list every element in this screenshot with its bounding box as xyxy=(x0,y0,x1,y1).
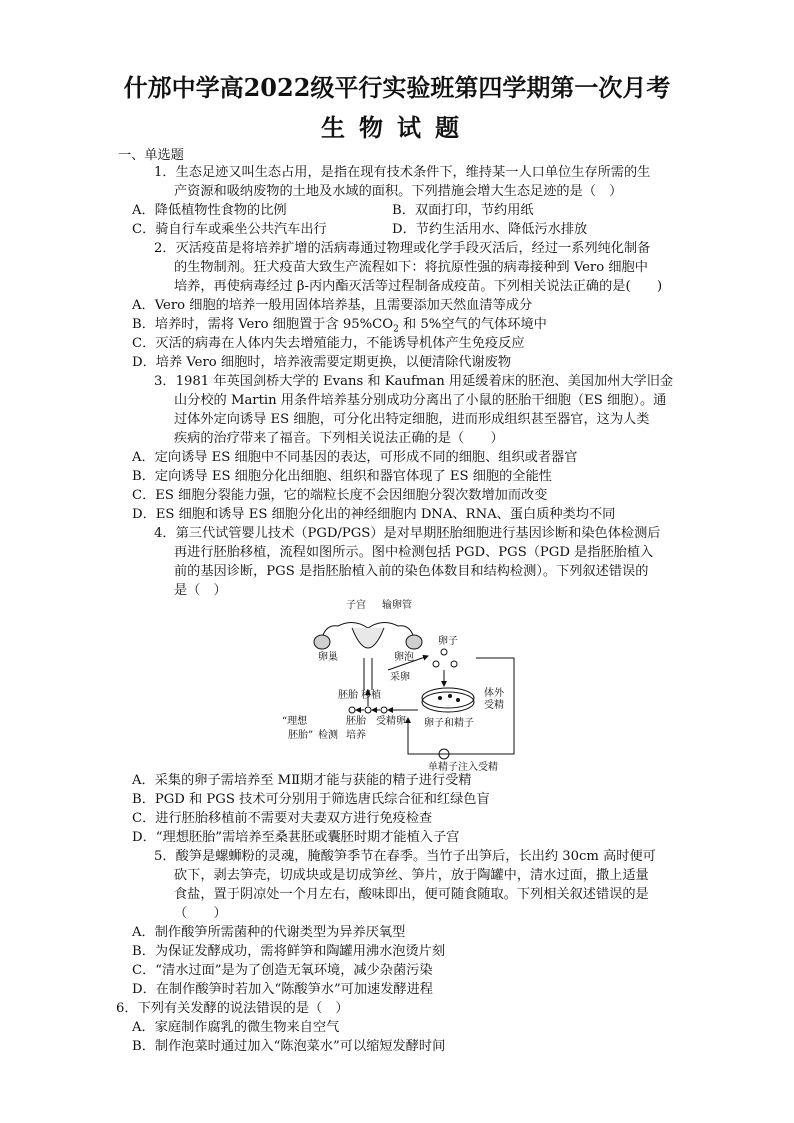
q6-stem-1: 6．下列有关发酵的说法错误的是（ ） xyxy=(116,1001,349,1016)
q2-option-a: A．Vero 细胞的培养一般用固体培养基，且需要添加天然血清等成分 xyxy=(132,298,533,313)
label-detect: 检测 xyxy=(318,730,338,741)
q1-option-b: B．双面打印，节约用纸 xyxy=(392,203,534,218)
label-ivf-2: 受精 xyxy=(484,700,504,711)
q4-option-b: B．PGD 和 PGS 技术可分别用于筛选唐氏综合征和红绿色盲 xyxy=(132,792,490,807)
q5-option-b: B．为保证发酵成功，需将鲜笋和陶罐用沸水泡烫片刻 xyxy=(132,944,446,959)
q5-stem-2: 砍下，剥去笋壳，切成块或是切成笋丝、笋片，放于陶罐中，清水过面，撒上适量 xyxy=(174,868,649,883)
q2-option-b-pre: B．培养时，需将 Vero 细胞置于含 95%CO xyxy=(132,317,394,332)
label-ivf-1: 体外 xyxy=(484,688,504,699)
label-transfer: 胚胎 移植 xyxy=(338,690,382,701)
label-follicle: 卵泡 xyxy=(394,652,414,663)
q5-option-a: A．制作酸笋所需菌种的代谢类型为异养厌氧型 xyxy=(132,925,406,940)
q2-stem-3: 培养，再使病毒经过 β-丙内酯灭活等过程制备成疫苗。下列相关说法正确的是( ) xyxy=(174,279,663,294)
q1-option-c: C．骑自行车或乘坐公共汽车出行 xyxy=(132,222,327,237)
label-culture-2: 培养 xyxy=(346,730,366,741)
egg-cells xyxy=(433,649,457,667)
embryo-cells xyxy=(349,707,387,713)
q5-option-d: D．在制作酸笋时若加入“陈酸笋水”可加速发酵进程 xyxy=(132,982,433,997)
label-icsi: 单精子注入受精 xyxy=(428,762,498,773)
label-culture-1: 胚胎 xyxy=(346,716,366,727)
q4-option-d: D．“理想胚胎”需培养至桑葚胚或囊胚时期才能植入子宫 xyxy=(132,830,460,845)
q3-stem-1: 3．1981 年英国剑桥大学的 Evans 和 Kaufman 用延缓着床的胚泡、美国加州大学旧金 xyxy=(154,374,674,389)
exam-title: 什邡中学高2022级平行实验班第四学期第一次月考 xyxy=(123,73,671,102)
q2-option-b-post: 和 5%空气的气体环境中 xyxy=(398,317,547,332)
label-egg-sperm: 卵子和精子 xyxy=(424,718,474,729)
exam-subtitle: 生物试题 xyxy=(321,113,473,142)
q5-option-c: C．“清水过面”是为了创造无氧环境，减少杂菌污染 xyxy=(132,963,433,978)
section-label: 一、单选题 xyxy=(118,148,184,163)
q5-stem-3: 食盐，置于阴凉处一个月左右，酸味即出，便可随食随取。下列相关叙述错误的是 xyxy=(174,887,649,902)
q1-stem-2: 产资源和吸纳废物的土地及水域的面积。下列措施会增大生态足迹的是（ ） xyxy=(174,184,623,199)
q1-option-d: D．节约生活用水、降低污水排放 xyxy=(392,222,588,237)
label-egg: 卵子 xyxy=(438,636,458,647)
q6-option-a: A．家庭制作腐乳的微生物来自空气 xyxy=(132,1020,340,1035)
q3-option-a: A．定向诱导 ES 细胞中不同基因的表达，可形成不同的细胞、组织或者器官 xyxy=(132,450,578,465)
q1-stem-1: 1．生态足迹又叫生态占用，是指在现有技术条件下，维持某一人口单位生存所需的生 xyxy=(154,165,651,180)
q3-option-b: B．定向诱导 ES 细胞分化出细胞、组织和器官体现了 ES 细胞的全能性 xyxy=(132,469,552,484)
label-ovary: 卵巢 xyxy=(318,652,338,663)
q2-option-d: D．培养 Vero 细胞时，培养液需要定期更换，以便清除代谢废物 xyxy=(132,355,512,370)
label-collect: 采卵 xyxy=(390,672,410,683)
q2-option-c: C．灭活的病毒在人体内失去增殖能力，不能诱导机体产生免疫反应 xyxy=(132,336,525,351)
label-zygote: 受精卵 xyxy=(376,716,406,727)
q4-stem-4: 是（ ） xyxy=(174,583,227,598)
label-ideal-1: “理想 xyxy=(282,716,308,727)
q6-option-b: B．制作泡菜时通过加入“陈泡菜水”可以缩短发酵时间 xyxy=(132,1039,446,1054)
q4-option-c: C．进行胚胎移植前不需要对夫妻双方进行免疫检查 xyxy=(132,811,433,826)
q3-stem-3: 过体外定向诱导 ES 细胞，可分化出特定细胞，进而形成组织甚至器官，这为人类 xyxy=(174,412,650,427)
label-ideal-2: 胚胎” xyxy=(288,730,314,741)
q3-stem-2: 山分校的 Martin 用条件培养基分别成功分离出了小鼠的胚胎干细胞（ES 细胞）。通 xyxy=(174,393,667,408)
q1-option-a: A．降低植物性食物的比例 xyxy=(132,203,287,218)
q5-stem-1: 5．酸笋是螺蛳粉的灵魂，腌酸笋季节在春季。当竹子出笋后，长出约 30cm 高时便可 xyxy=(154,849,656,864)
label-oviduct: 输卵管 xyxy=(382,600,412,611)
q3-option-c: C．ES 细胞分裂能力强，它的端粒长度不会因细胞分裂次数增加而改变 xyxy=(132,488,548,503)
petri-dish xyxy=(422,688,474,712)
q2-option-b-sub: 2 xyxy=(393,324,399,335)
q2-stem-2: 的生物制剂。狂犬疫苗大致生产流程如下：将抗原性强的病毒接种到 Vero 细胞中 xyxy=(174,260,648,275)
q4-option-a: A．采集的卵子需培养至 MⅡ期才能与获能的精子进行受精 xyxy=(132,773,472,788)
q2-stem-1: 2．灭活疫苗是将培养扩增的活病毒通过物理或化学手段灭活后，经过一系列纯化制备 xyxy=(154,241,651,256)
q4-stem-3: 前的基因诊断，PGS 是指胚胎植入前的染色体数目和结构检测）。下列叙述错误的 xyxy=(174,564,649,579)
q3-stem-4: 疾病的治疗带来了福音。下列相关说法正确的是（ ） xyxy=(174,431,504,446)
q4-stem-1: 4．第三代试管婴儿技术（PGD/PGS）是对早期胚胎细胞进行基因诊断和染色体检测后 xyxy=(154,526,661,541)
q4-stem-2: 再进行胚胎移植，流程如图所示。图中检测包括 PGD、PGS（PGD 是指胚胎植入 xyxy=(174,545,654,560)
label-uterus: 子宫 xyxy=(346,600,366,611)
ivf-flow-diagram xyxy=(278,598,528,774)
q3-option-d: D．ES 细胞和诱导 ES 细胞分化出的神经细胞内 DNA、RNA、蛋白质种类均不同 xyxy=(132,507,616,522)
q5-stem-4: （ ） xyxy=(174,906,227,921)
